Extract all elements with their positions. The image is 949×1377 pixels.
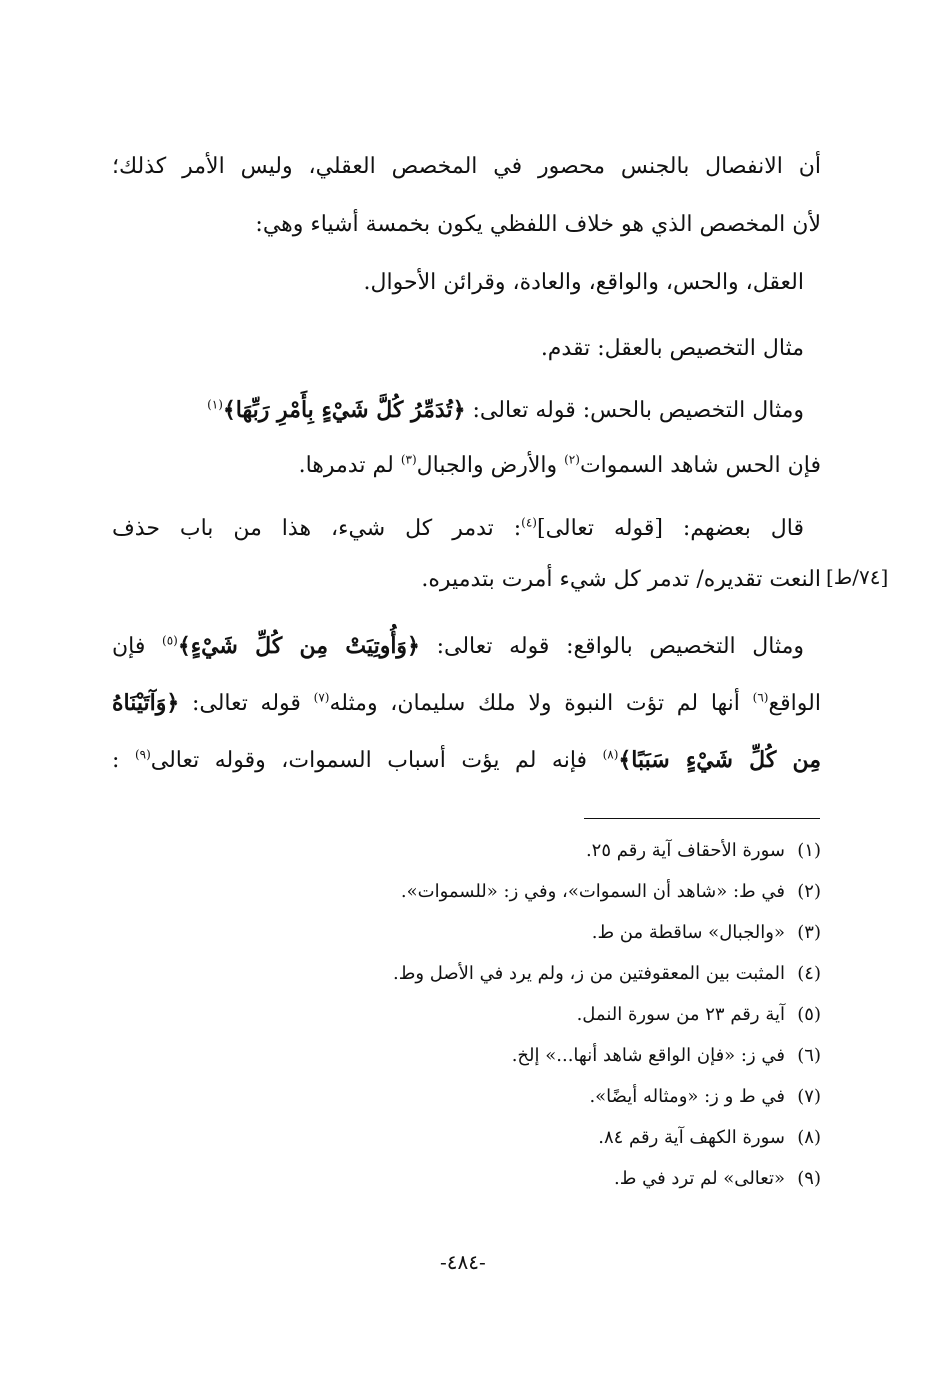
footnote-separator [584, 818, 820, 819]
footnote-ref: (٧) [313, 690, 330, 705]
footnote-ref: (١) [207, 397, 223, 412]
body-line-7: قال بعضهم: [قوله تعالى]$^{(٤)}$: تدمر كل شيء، هذا من باب حذف [112, 515, 805, 541]
footnote-ref: (٢) [564, 452, 580, 467]
footnote-ref: (٤) [521, 515, 537, 530]
quran-verse: ﴿تُدَمِّرُ كُلَّ شَيْءٍ بِأَمْرِ رَبِّهَا﴾ [222, 397, 466, 423]
footnote-ref: (٨) [602, 747, 619, 762]
body-line-1: أن الانفصال بالجنس محصور في المخصص العقلي، وليس الأمر كذلك؛ [112, 154, 821, 179]
footnote-3: (٣)«والجبال» ساقطة من ط. [591, 922, 821, 943]
footnote-9: (٩)«تعالى» لم ترد في ط. [614, 1168, 821, 1189]
footnote-ref: (٣) [400, 452, 417, 467]
footnote-6: (٦)في ز: «فإن الواقع شاهد أنها...» إلخ. [511, 1045, 821, 1066]
body-line-4: مثال التخصيص بالعقل: تقدم. [540, 336, 804, 361]
footnote-4: (٤)المثبت بين المعقوفتين من ز، ولم يرد في الأصل وط. [392, 963, 821, 984]
body-line-6: فإن الحس شاهد السموات$^{(٢)}$ والأرض والجبال$^{(٣)}$ لم تدمرها. [298, 452, 821, 478]
footnote-2: (٢)في ط: «شاهد أن السموات»، وفي ز: «للسموات». [400, 881, 821, 902]
footnote-5: (٥)آية رقم ٢٣ من سورة النمل. [576, 1004, 821, 1025]
margin-note: [٧٤/ط] [826, 565, 889, 589]
footnote-7: (٧)في ط و ز: «ومثاله أيضًا». [589, 1086, 821, 1107]
body-line-5: ومثال التخصيص بالحس: قوله تعالى: ﴿تُدَمِّرُ كُلَّ شَيْءٍ بِأَمْرِ رَبِّهَا﴾$^{(١)}$ [207, 397, 804, 423]
footnote-1: (١)سورة الأحقاف آية رقم ٢٥. [585, 840, 821, 861]
body-line-10: الواقع$^{(٦)}$ أنها لم تؤت النبوة ولا ملك سليمان، ومثله$^{(٧)}$ قوله تعالى: ﴿وَآتَيْنَاهُ [112, 690, 821, 716]
footnote-ref: (٩) [134, 747, 151, 762]
body-line-3: العقل، والحس، والواقع، والعادة، وقرائن الأحوال. [363, 270, 804, 295]
quran-verse: مِن كُلِّ شَيْءٍ سَبَبًا﴾ [618, 747, 822, 773]
quran-verse: ﴿وَآتَيْنَاهُ [112, 690, 180, 716]
body-line-8: النعت تقديره/ تدمر كل شيء أمرت بتدميره. [421, 567, 821, 592]
quran-verse: ﴿وَأُوتِيَتْ مِن كُلِّ شَيْءٍ﴾ [177, 633, 420, 659]
footnote-ref: (٥) [162, 633, 178, 648]
footnote-ref: (٦) [752, 690, 769, 705]
page-number: -٤٨٤- [440, 1250, 486, 1274]
body-line-11: مِن كُلِّ شَيْءٍ سَبَبًا﴾$^{(٨)}$ فإنه لم يؤت أسباب السموات، وقوله تعالى$^{(٩)}$ : [112, 747, 822, 773]
body-line-9: ومثال التخصيص بالواقع: قوله تعالى: ﴿وَأُوتِيَتْ مِن كُلِّ شَيْءٍ﴾$^{(٥)}$ فإن [112, 633, 804, 659]
body-line-2: لأن المخصص الذي هو خلاف اللفظي يكون بخمسة أشياء وهي: [255, 212, 821, 237]
footnote-8: (٨)سورة الكهف آية رقم ٨٤. [598, 1127, 821, 1148]
